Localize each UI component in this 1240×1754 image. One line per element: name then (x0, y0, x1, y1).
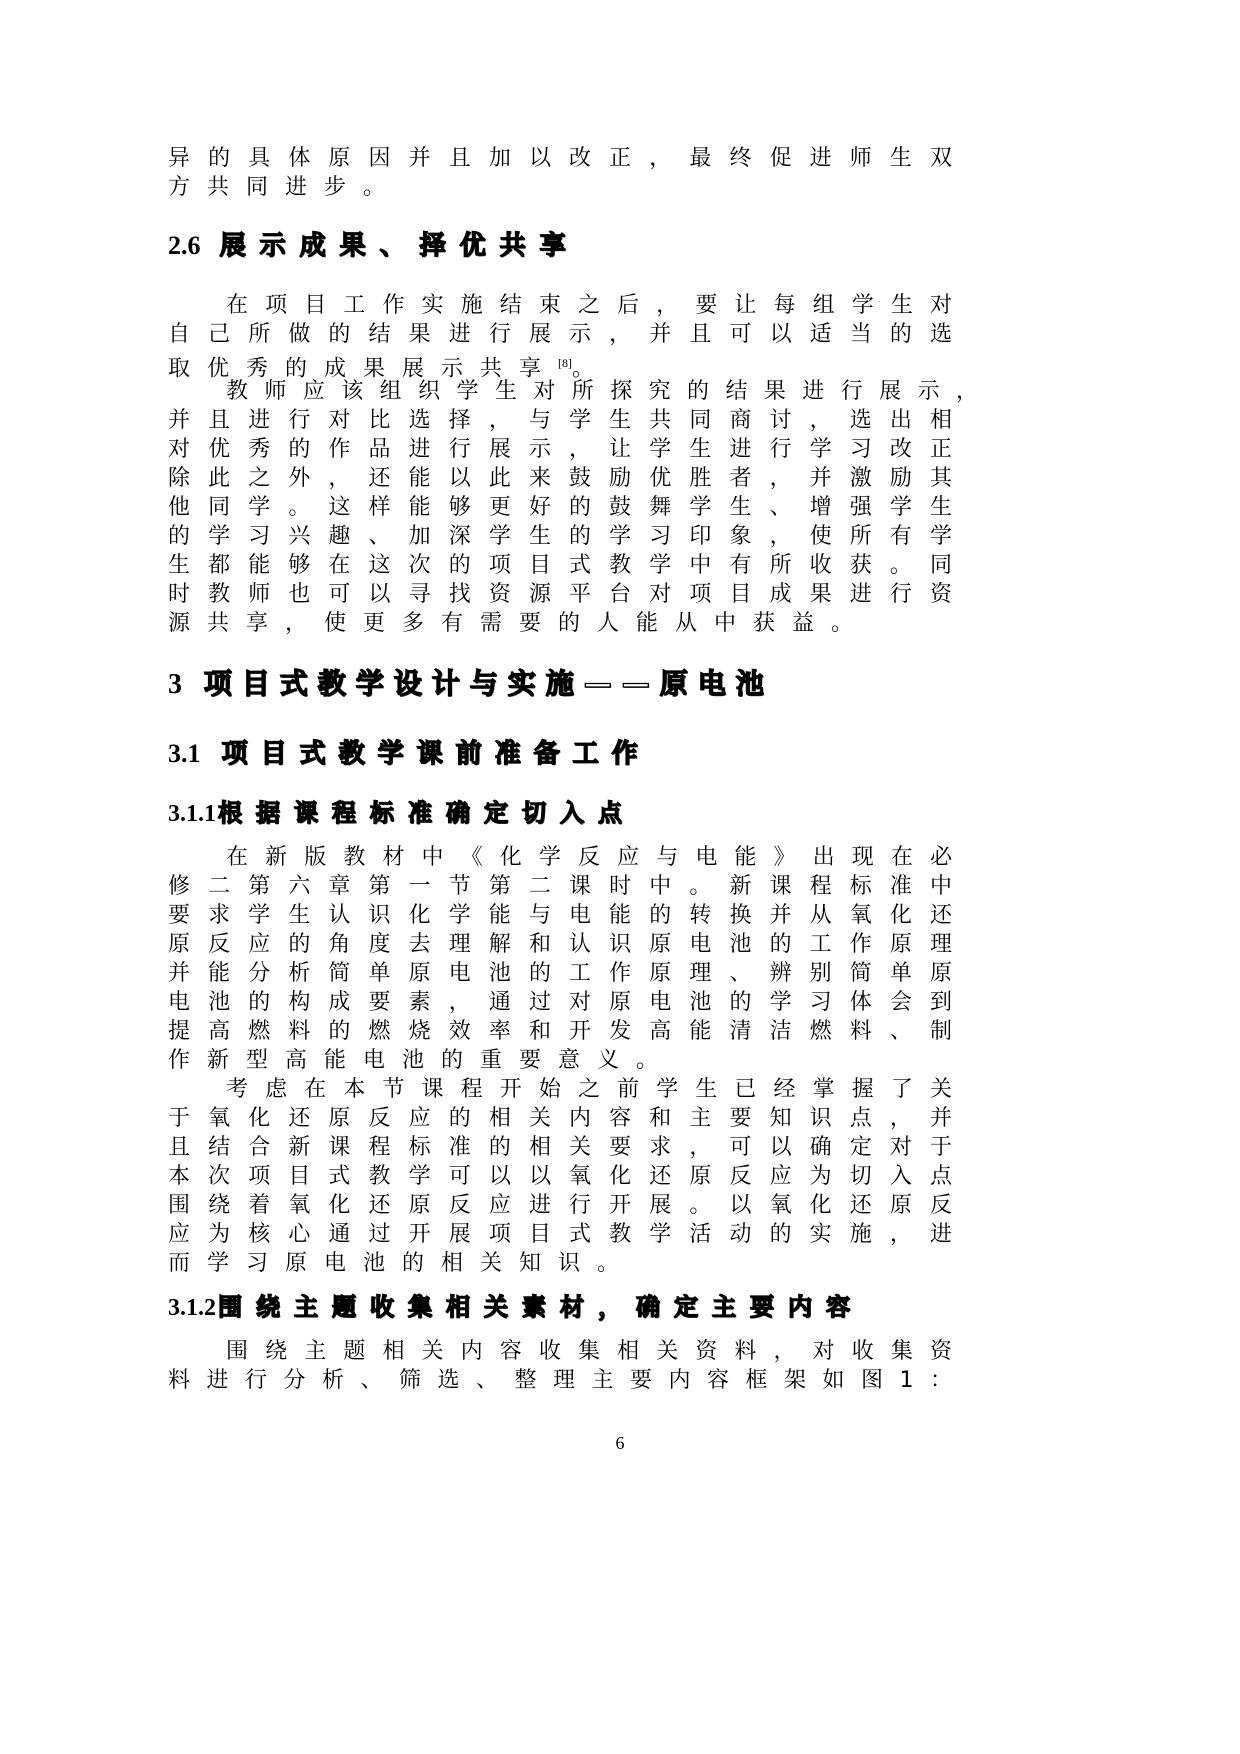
citation-ref[interactable]: [8] (558, 356, 573, 370)
text-line: 电池的构成要素，通过对原电池的学习体会到 (168, 990, 952, 1015)
text-line: 在项目工作实施结束之后，要让每组学生对 (226, 293, 952, 318)
subsection-heading-3-1-1 (168, 796, 636, 830)
text-line: 对优秀的作品进行展示，让学生进行学习改正 (168, 437, 952, 462)
heading-number: 2.6 (168, 231, 201, 260)
heading-number: 3.1.1 (168, 801, 216, 827)
text-line: 的学习兴趣、加深学生的学习印象，使所有学 (168, 524, 952, 549)
paragraph (168, 843, 952, 1075)
text-line: 于氧化还原反应的相关内容和主要知识点，并 (168, 1106, 952, 1131)
text-line: 要求学生认识化学能与电能的转换并从氧化还 (168, 903, 952, 928)
text-line: 在新版教材中《化学反应与电能》出现在必 (226, 845, 952, 870)
chapter-heading-3 (168, 666, 774, 702)
text-line: 料进行分析、筛选、整理主要内容框架如图1： (168, 1368, 952, 1393)
text-line: 教师应该组织学生对所探究的结果进行展示， (226, 379, 978, 404)
text-line: 围绕着氧化还原反应进行开展。以氧化还原反 (168, 1193, 952, 1218)
text-line (168, 349, 952, 382)
text-line: 原反应的角度去理解和认识原电池的工作原理 (168, 932, 952, 957)
text-line: 方共同进步。 (168, 175, 403, 200)
heading-number: 3 (168, 669, 182, 700)
heading-number: 3.1 (168, 739, 201, 768)
text-line: 源共享，使更多有需要的人能从中获益。 (168, 611, 871, 636)
heading-title: 根据课程标准确定切入点 (218, 799, 636, 827)
text-segment: 。 (572, 356, 612, 382)
text-line: 而学习原电池的相关知识。 (168, 1251, 637, 1276)
text-line: 且结合新课程标准的相关要求，可以确定对于 (168, 1135, 952, 1160)
paragraph-body (168, 406, 952, 638)
section-heading-3-1 (168, 737, 651, 771)
text-line: 作新型高能电池的重要意义。 (168, 1048, 676, 1073)
paragraph (168, 291, 952, 382)
page-number: 6 (615, 1433, 625, 1453)
text-line: 修二第六章第一节第二课时中。新课程标准中 (168, 874, 952, 899)
heading-title: 项目式教学设计与实施——原电池 (203, 667, 774, 700)
text-line: 本次项目式教学可以以氧化还原反应为切入点 (168, 1164, 952, 1189)
text-line: 生都能够在这次的项目式教学中有所收获。同 (168, 553, 952, 578)
paragraph (168, 1075, 952, 1278)
text-line: 并能分析简单原电池的工作原理、辨别简单原 (168, 961, 952, 986)
text-line: 自己所做的结果进行展示，并且可以适当的选 (168, 322, 952, 347)
heading-number: 3.1.2 (168, 1295, 216, 1321)
subsection-heading-3-1-2 (168, 1290, 864, 1324)
text-line: 除此之外，还能以此来鼓励优胜者，并激励其 (168, 466, 952, 491)
text-line: 时教师也可以寻找资源平台对项目成果进行资 (168, 582, 952, 607)
heading-title: 围绕主题收集相关素材，确定主要内容 (218, 1293, 864, 1321)
paragraph (168, 1337, 952, 1395)
text-line: 考虑在本节课程开始之前学生已经掌握了关 (226, 1077, 952, 1102)
paragraph (168, 377, 978, 406)
paragraph-continued (168, 144, 952, 202)
text-line: 应为核心通过开展项目式教学活动的实施，进 (168, 1222, 952, 1247)
section-heading-2-6 (168, 229, 580, 263)
text-line: 他同学。这样能够更好的鼓舞学生、增强学生 (168, 495, 952, 520)
text-line: 提高燃料的燃烧效率和开发高能清洁燃料、制 (168, 1019, 952, 1044)
text-line: 异的具体原因并且加以改正，最终促进师生双 (168, 146, 952, 171)
heading-title: 展示成果、择优共享 (219, 231, 580, 261)
text-line: 围绕主题相关内容收集相关资料，对收集资 (226, 1339, 952, 1364)
heading-title: 项目式教学课前准备工作 (221, 739, 651, 769)
text-segment: 取优秀的成果展示共享 (168, 356, 559, 382)
text-line: 并且进行对比选择，与学生共同商讨，选出相 (168, 408, 952, 433)
